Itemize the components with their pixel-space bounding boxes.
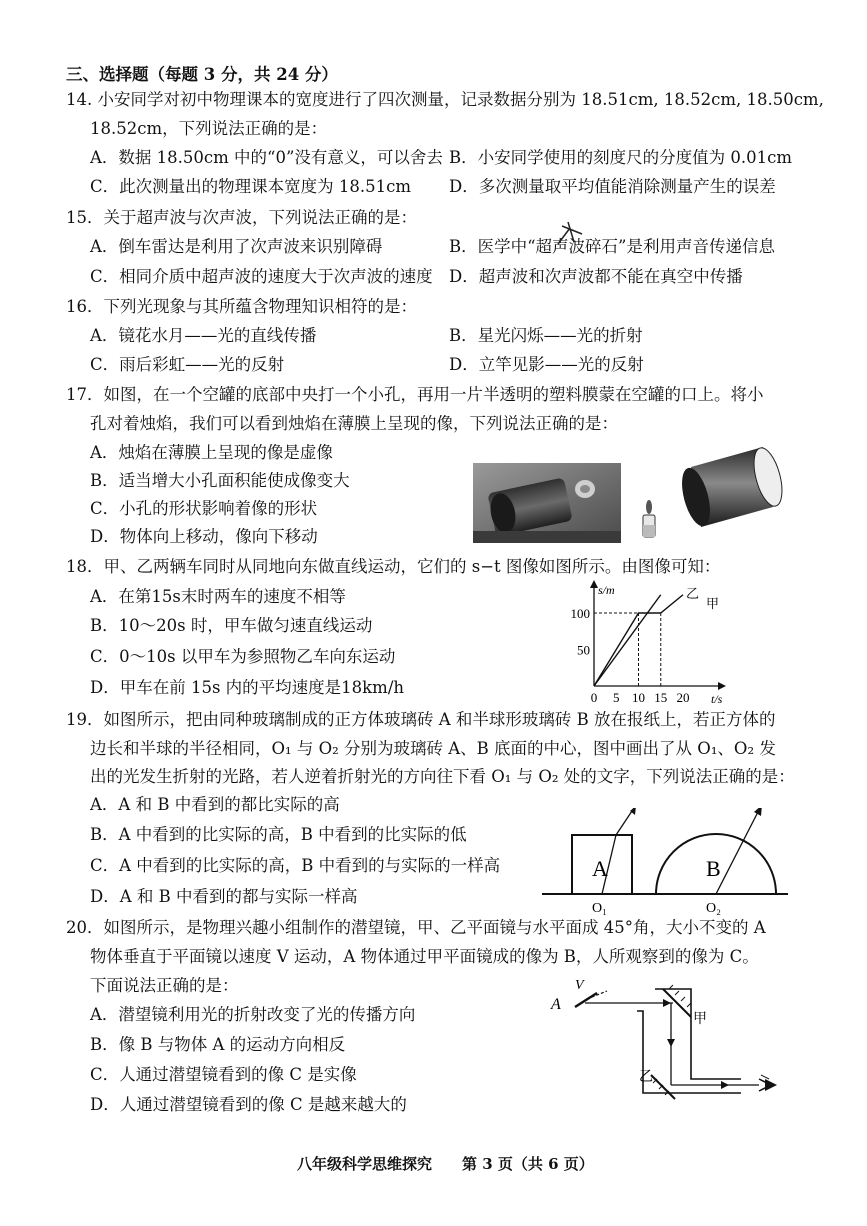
q17-stem-line2: 孔对着烛焰，我们可以看到烛焰在薄膜上呈现的像，下列说法正确的是：: [90, 414, 618, 433]
q15-option-b: B．医学中“超声波碎石”是利用声音传递信息: [449, 237, 775, 256]
q18-stem: 18．甲、乙两辆车同时从同地向东做直线运动，它们的 s−t 图像如图所示。由图像可知：: [66, 557, 721, 576]
object-a: [575, 993, 597, 1007]
page-footer: 八年级科学思维探究 第 3 页（共 6 页）: [297, 1155, 594, 1173]
q18-option-a: A．在第15s末时两车的速度不相等: [90, 587, 346, 606]
series-label-jia: 甲: [706, 596, 720, 611]
q20-stem-line3: 下面说法正确的是：: [90, 976, 239, 995]
q19-option-c: C．A 中看到的比实际的高，B 中看到的与实际的一样高: [90, 856, 501, 875]
q16-option-c: C．雨后彩虹——光的反射: [90, 355, 285, 374]
graph-ticks: [571, 606, 690, 705]
periscope-figure: [545, 975, 795, 1113]
x-tick-20: 20: [676, 690, 690, 705]
q20-option-d: D．人通过潜望镜看到的像 C 是越来越大的: [90, 1095, 407, 1114]
q19-option-d: D．A 和 B 中看到的都与实际一样高: [90, 887, 358, 906]
object-a-label: A: [551, 996, 561, 1013]
ray-b: [716, 808, 762, 894]
o2-label: O₂: [706, 901, 721, 916]
q20-stem-line1: 20．如图所示，是物理兴趣小组制作的潜望镜，甲、乙平面镜与水平面成 45°角，大小不变的 A: [66, 918, 766, 937]
q15-option-a: A．倒车雷达是利用了次声波来识别障碍: [90, 237, 383, 256]
section-title: 三、选择题（每题 3 分，共 24 分）: [66, 65, 338, 84]
velocity-label: V: [575, 978, 584, 993]
q16-option-a: A．镜花水月——光的直线传播: [90, 326, 317, 345]
s-axis-label: s/m: [598, 583, 615, 597]
mirror-jia-label: 甲: [693, 1012, 707, 1027]
q15-stem: 15．关于超声波与次声波，下列说法正确的是：: [66, 208, 417, 227]
q14-option-c: C．此次测量出的物理课本宽度为 18.51cm: [90, 177, 411, 196]
cylinder-drawing: [677, 445, 788, 529]
refracted-ray-a: [602, 808, 636, 894]
q18-option-d: D．甲车在前 15s 内的平均速度是18km/h: [90, 678, 405, 697]
x-tick-0: 0: [590, 690, 598, 705]
candle: [643, 500, 655, 537]
x-tick-15: 15: [654, 690, 668, 705]
q14-option-d: D．多次测量取平均值能消除测量产生的误差: [449, 177, 776, 196]
q17-option-a: A．烛焰在薄膜上呈现的像是虚像: [90, 443, 333, 462]
q17-option-d: D．物体向上移动，像向下移动: [90, 527, 318, 546]
eye-icon: [759, 1075, 777, 1091]
x-tick-5: 5: [613, 690, 620, 705]
q18-option-c: C．0～10s 以甲车为参照物乙车向东运动: [90, 647, 396, 666]
q20-option-c: C．人通过潜望镜看到的像 C 是实像: [90, 1065, 357, 1084]
brick-b-label: B: [706, 856, 721, 881]
q16-option-d: D．立竿见影——光的反射: [449, 355, 644, 374]
q20-option-a: A．潜望镜利用光的折射改变了光的传播方向: [90, 1005, 416, 1024]
can-photo: [473, 463, 621, 543]
graph-guides: [594, 613, 661, 686]
q17-option-b: B．适当增大小孔面积能使成像变大: [90, 471, 350, 490]
mirror-yi-label: 乙: [639, 1070, 653, 1085]
q16-option-b: B．星光闪烁——光的折射: [449, 326, 643, 345]
brick-a-label: A: [592, 856, 608, 881]
q14-option-b: B．小安同学使用的刻度尺的分度值为 0.01cm: [449, 148, 792, 167]
q14-option-a: A．数据 18.50cm 中的“0”没有意义，可以舍去: [90, 148, 443, 167]
q19-option-a: A．A 和 B 中看到的都比实际的高: [90, 795, 340, 814]
glass-bricks-figure: [538, 808, 790, 918]
y-tick-50: 50: [577, 642, 590, 658]
q19-stem-line1: 19．如图所示，把由同种玻璃制成的正方体玻璃砖 A 和半球形玻璃砖 B 放在报纸上，若正方体的: [66, 710, 776, 729]
q20-option-b: B．像 B 与物体 A 的运动方向相反: [90, 1035, 346, 1054]
q18-option-b: B．10～20s 时，甲车做匀速直线运动: [90, 616, 373, 635]
t-axis-label: t/s: [711, 692, 723, 706]
pinhole-camera-figure: [473, 445, 791, 545]
x-tick-10: 10: [632, 690, 645, 705]
q16-stem: 16．下列光现象与其所蕴含物理知识相符的是：: [66, 297, 417, 316]
q20-stem-line2: 物体垂直于平面镜以速度 V 运动，A 物体通过甲平面镜成的像为 B，人所观察到的像为 C。: [90, 947, 759, 966]
q14-stem-line2: 18.52cm，下列说法正确的是：: [90, 119, 328, 138]
y-tick-100: 100: [570, 606, 590, 621]
q15-option-c: C．相同介质中超声波的速度大于次声波的速度: [90, 267, 433, 286]
s-t-graph: [570, 580, 730, 708]
o1-label: O₁: [592, 901, 607, 916]
q19-stem-line3: 出的光发生折射的光路，若人逆着折射光的方向往下看 O₁ 与 O₂ 处的文字，下列说法正确的是：: [90, 767, 795, 786]
pen-mark: [556, 218, 586, 248]
q15-option-d: D．超声波和次声波都不能在真空中传播: [449, 267, 743, 286]
q17-option-c: C．小孔的形状影响着像的形状: [90, 499, 318, 518]
q19-option-b: B．A 中看到的比实际的高，B 中看到的比实际的低: [90, 825, 467, 844]
series-label-yi: 乙: [686, 586, 700, 601]
series-line-yi: [594, 595, 661, 686]
q19-stem-line2: 边长和半球的半径相同，O₁ 与 O₂ 分别为玻璃砖 A、B 底面的中心，图中画出了从 O₁、O₂ 发: [90, 739, 776, 758]
q14-stem-line1: 14. 小安同学对初中物理课本的宽度进行了四次测量，记录数据分别为 18.51cm, 18.52cm, 18.50cm,: [66, 90, 824, 109]
q17-stem-line1: 17．如图，在一个空罐的底部中央打一个小孔，再用一片半透明的塑料膜蒙在空罐的口上。将小: [66, 385, 764, 404]
